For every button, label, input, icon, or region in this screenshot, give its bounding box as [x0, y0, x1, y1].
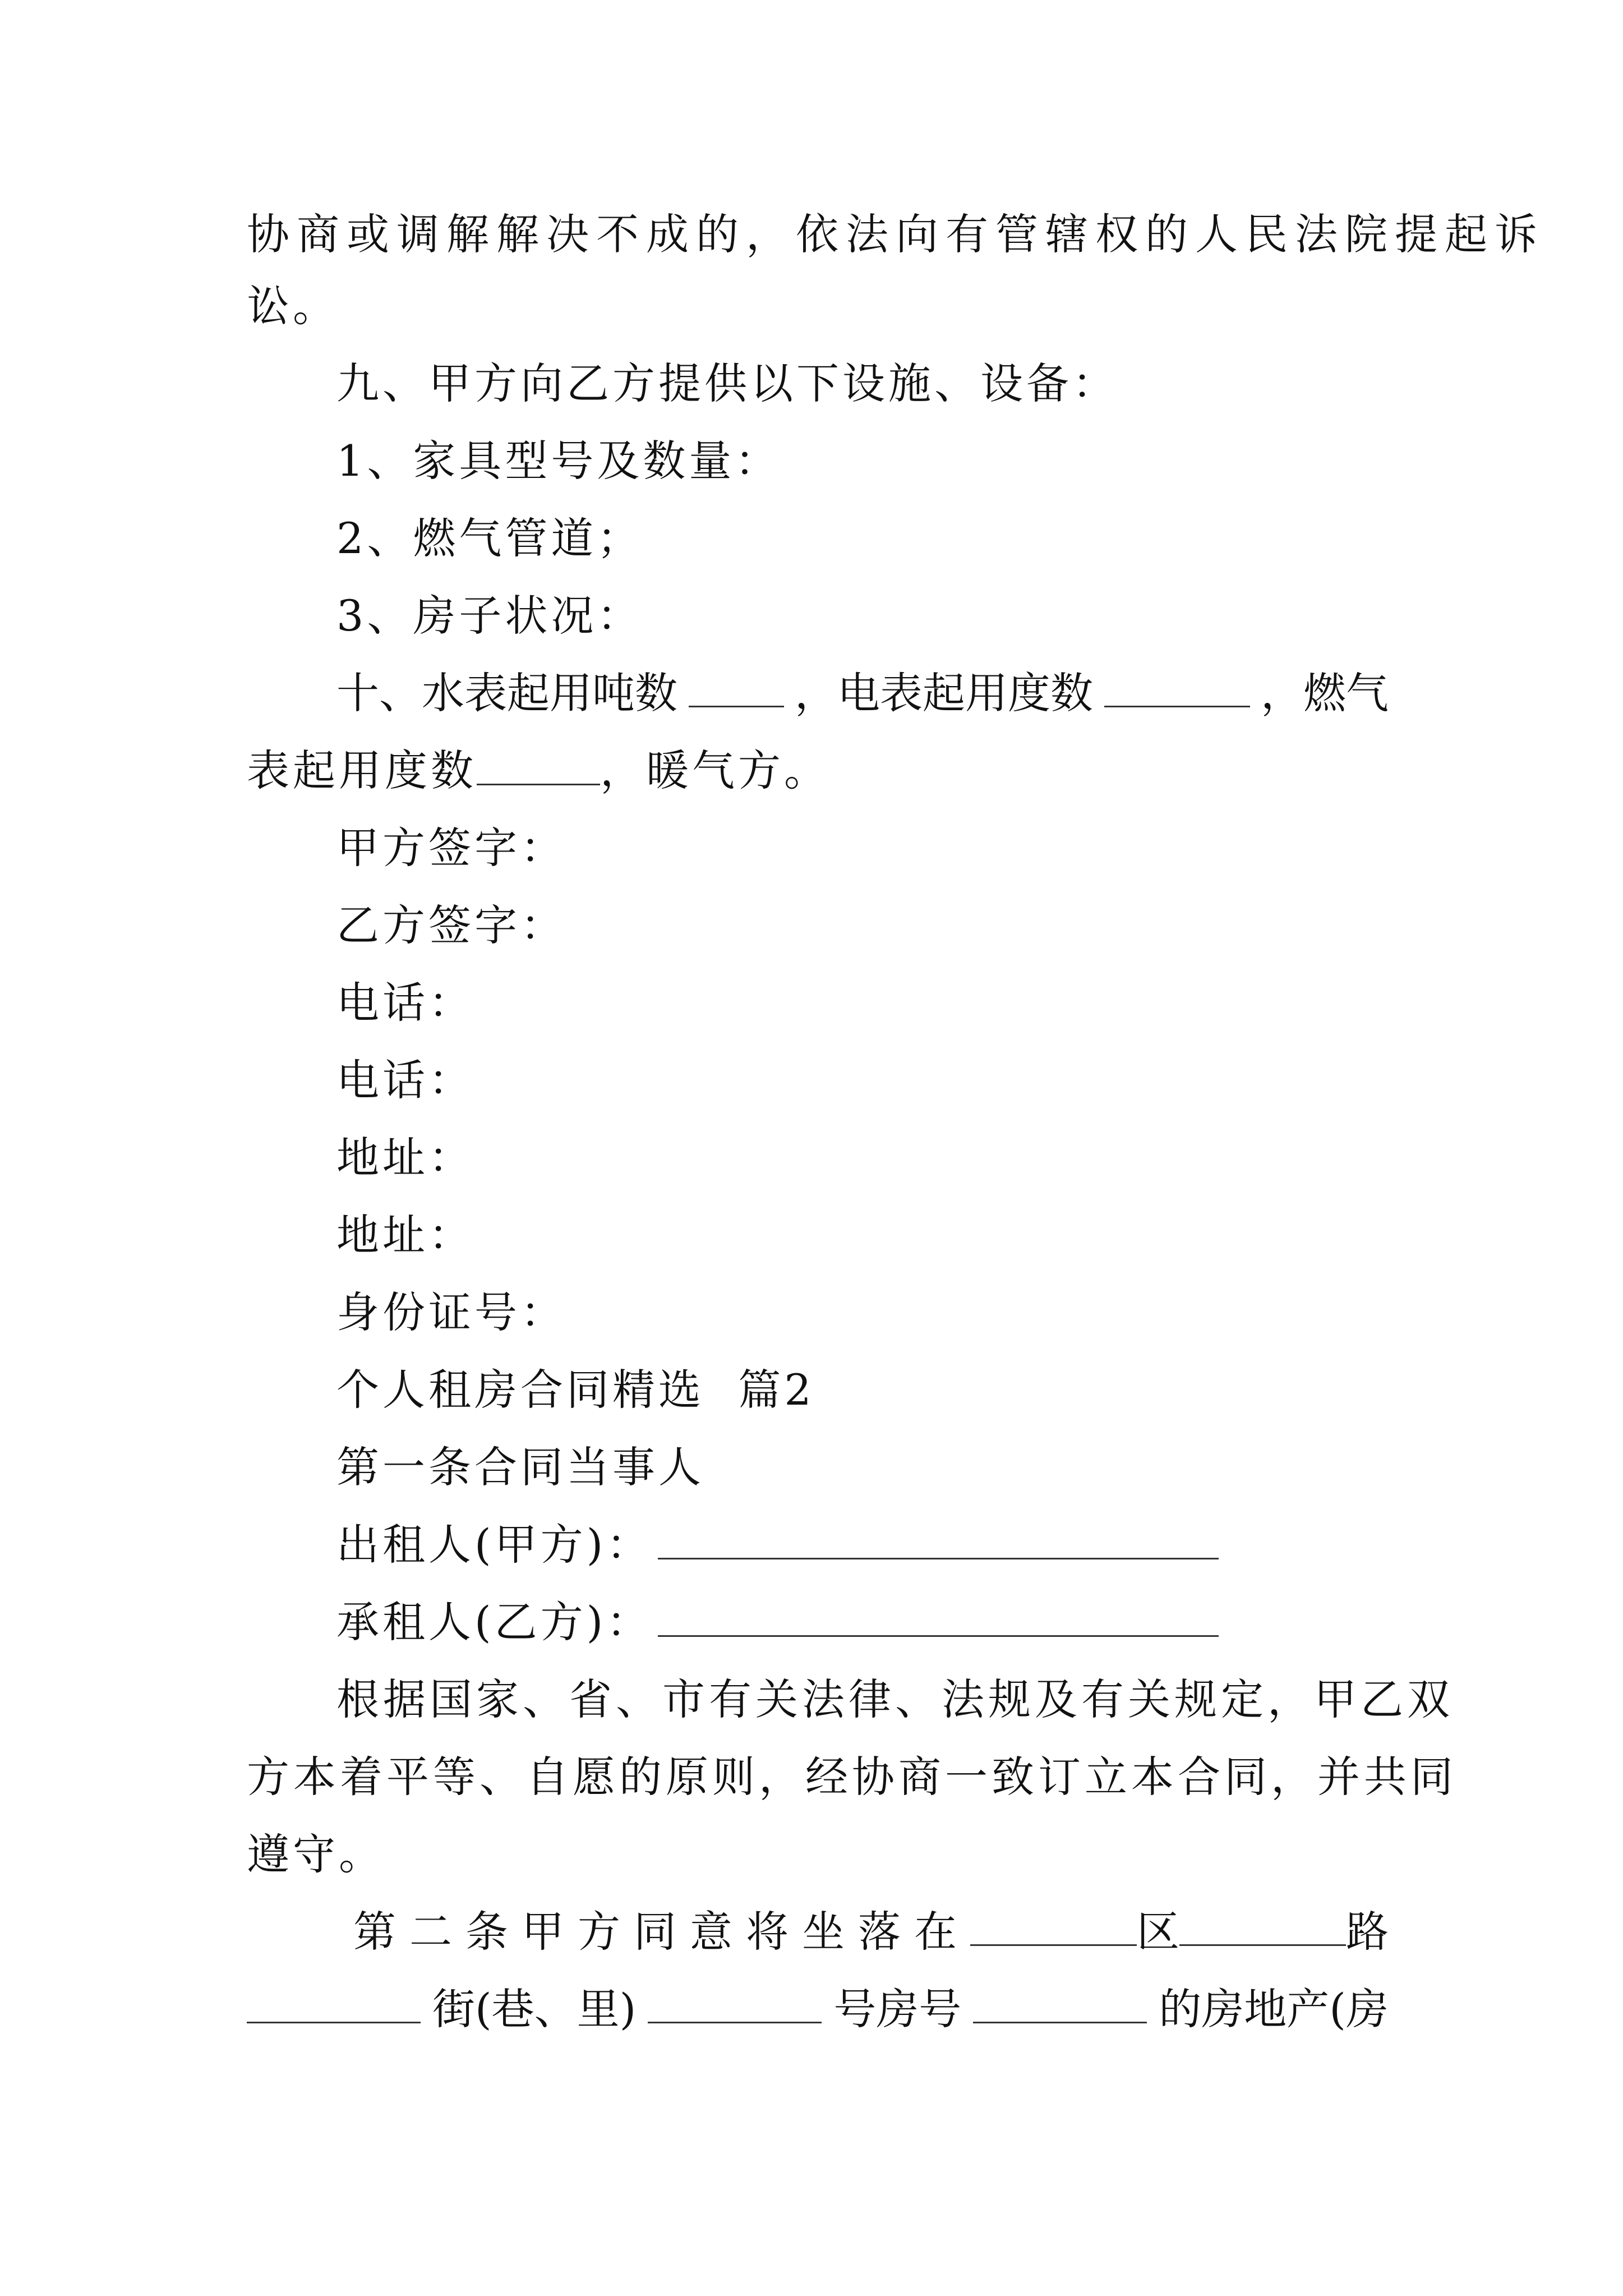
clause-text: 十、水表起用吨数	[336, 668, 677, 718]
paragraph-line	[336, 1674, 1454, 1724]
section-title-text: 个人租房合同精选 篇2	[336, 1365, 815, 1415]
label-text: 电话：	[336, 978, 474, 1028]
paragraph-line	[247, 1752, 1457, 1802]
address-party-b	[336, 1210, 1389, 1260]
clause-ten	[336, 668, 1389, 718]
signature-party-a	[336, 823, 1389, 873]
label-text: 地址：	[336, 1210, 474, 1260]
label-text: 承租人(乙方)：	[336, 1597, 653, 1647]
lessee-line	[336, 1597, 1389, 1647]
clause-text: 1、家具型号及数量：	[336, 436, 781, 486]
label-text: 乙方签字：	[336, 900, 566, 950]
clause-text: ，暖气方。	[600, 746, 830, 795]
clause-text: ，电表起用度数	[795, 668, 1093, 718]
article-text: 街(巷、里)	[432, 1984, 637, 2034]
fill-blank[interactable]	[1104, 672, 1250, 707]
article-two	[353, 1907, 1389, 1957]
paragraph-text: 协商或调解解决不成的，依法向有管辖权的人民法院提起诉	[247, 209, 1544, 259]
fill-blank[interactable]	[973, 1988, 1147, 2023]
label-text: 甲方签字：	[336, 823, 566, 873]
article-text: 号房号	[833, 1984, 962, 2034]
paragraph-line	[247, 1829, 1389, 1879]
paragraph-line	[247, 281, 1389, 331]
lessor-blank[interactable]	[658, 1524, 1219, 1559]
clause-text: 九、甲方向乙方提供以下设施、设备：	[336, 358, 1118, 408]
fill-blank[interactable]	[1179, 1911, 1346, 1946]
label-text: 出租人(甲方)：	[336, 1520, 653, 1570]
paragraph-text: 讼。	[247, 281, 339, 331]
clause-text: 表起用度数	[247, 746, 477, 795]
paragraph-text: 根据国家、省、市有关法律、法规及有关规定，甲乙双	[336, 1674, 1454, 1724]
fill-blank[interactable]	[648, 1988, 822, 2023]
clause-nine	[336, 358, 1389, 408]
fill-blank[interactable]	[689, 672, 784, 707]
clause-nine-item-1	[336, 436, 1389, 486]
fill-blank[interactable]	[970, 1911, 1137, 1946]
paragraph-text: 方本着平等、自愿的原则，经协商一致订立本合同，并共同	[247, 1752, 1457, 1802]
clause-text: 2、燃气管道；	[336, 513, 643, 563]
clause-nine-item-3	[336, 591, 1389, 641]
id-number	[336, 1287, 1389, 1337]
address-party-a	[336, 1133, 1389, 1182]
phone-party-b	[336, 1055, 1389, 1105]
section-title	[336, 1365, 1389, 1415]
clause-ten-continued	[247, 746, 1389, 795]
article-text: 区	[1137, 1907, 1179, 1957]
article-two-continued	[247, 1984, 1389, 2034]
fill-blank[interactable]	[247, 1988, 421, 2023]
clause-text: 3、房子状况：	[336, 591, 643, 641]
paragraph-text: 遵守。	[247, 1829, 385, 1879]
label-text: 电话：	[336, 1055, 474, 1105]
lessee-blank[interactable]	[658, 1602, 1219, 1637]
lessor-line	[336, 1520, 1389, 1570]
paragraph-line	[247, 209, 1544, 259]
article-text: 路	[1346, 1907, 1389, 1957]
article-text: 第二条甲方同意将坐落在	[353, 1907, 970, 1957]
fill-blank[interactable]	[477, 750, 600, 785]
clause-text: ，燃气	[1261, 668, 1389, 718]
article-text: 第一条合同当事人	[336, 1442, 704, 1492]
article-one	[336, 1442, 1389, 1492]
label-text: 身份证号：	[336, 1287, 566, 1337]
clause-nine-item-2	[336, 513, 1389, 563]
signature-party-b	[336, 900, 1389, 950]
article-text: 的房地产(房	[1159, 1984, 1389, 2034]
phone-party-a	[336, 978, 1389, 1028]
label-text: 地址：	[336, 1133, 474, 1182]
